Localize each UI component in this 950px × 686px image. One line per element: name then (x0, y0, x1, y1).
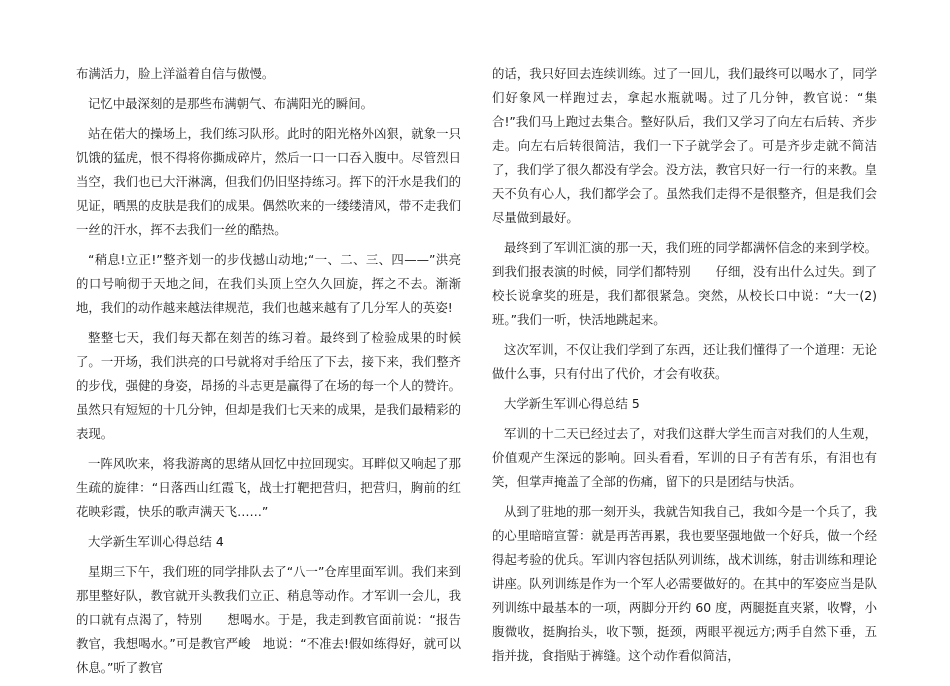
paragraph: 这次军训，不仅让我们学到了东西，还让我们懂得了一个道理：无论做什么事，只有付出了代价，才会有收获。 (492, 342, 877, 381)
paragraph: 从到了驻地的那一刻开头，我就告知我自己，我如今是一个兵了，我的心里暗暗宣誓：就是再苦再累，我也要坚强地做一个好兵，做一个经得起考验的优兵。军训内容包括队列训练，战术训练，射击训练和理论讲座。队列训练是作为一个军人必需要做好的。在其中的军姿应当是队列训练中最基本的一项，两脚分开约 60 度，两腿挺直夹紧，收臀，小腹微收，挺胸抬头，收下颚，挺颈，两眼平视远方;两手自然下垂，五指并拢，食指贴于裤缝。这个动作看似简洁， (492, 504, 877, 663)
paragraph: 最终到了军训汇演的那一天，我们班的同学都满怀信念的来到学校。到我们报表演的时候，同学们都特别 仔细，没有出什么过失。到了校长说拿奖的班是，我们都很紧急。突然，从校长口中说：“大一(2)班。”我们一听，快活地跳起来。 (492, 240, 877, 327)
paragraph: “稍息!立正!”整齐划一的步伐撼山动地;“一、二、三、四——”洪亮的口号响彻于天地之间，在我们头顶上空久久回旋，挥之不去。渐渐地，我们的动作越来越法律规范，我们也越来越有了几分军人的英姿! (76, 252, 461, 315)
section-heading: 大学新生军训心得总结 4 (88, 534, 224, 549)
paragraph: 站在偌大的操场上，我们练习队形。此时的阳光格外凶狠，就象一只饥饿的猛虎，恨不得将你撕成碎片，然后一口一口吞入腹中。尽管烈日当空，我们也已大汗淋漓，但我们仍旧坚持练习。挥下的汗水是我们的见证，晒黑的皮肤是我们的成果。偶然吹来的一缕缕清风，带不走我们一丝的汗水，挥不去我们一丝的酷热。 (76, 126, 461, 237)
left-column (76, 62, 461, 686)
paragraph: 记忆中最深刻的是那些布满朝气、布满阳光的瞬间。 (88, 96, 373, 111)
paragraph: 星期三下午，我们班的同学排队去了“八一”仓库里面军训。我们来到那里整好队，教官就开头教我们立正、稍息等动作。才军训一会儿，我的口就有点渴了，特别 想喝水。于是，我走到教官面前说：“报告教官，我想喝水。”可是教官严峻 地说：“不准去!假如练得好，就可以休息。”听了教官 (76, 564, 461, 675)
right-column (492, 62, 877, 674)
paragraph: 布满活力，脸上洋溢着自信与傲慢。 (76, 66, 275, 81)
paragraph: 整整七天，我们每天都在刻苦的练习着。最终到了检验成果的时候了。一开场，我们洪亮的口号就将对手给压了下去，接下来，我们整齐的步伐，强健的身姿，昂扬的斗志更是赢得了在场的每一个人的赞许。虽然只有短短的十几分钟，但却是我们七天来的成果，是我们最精彩的表现。 (76, 330, 461, 441)
paragraph: 一阵风吹来，将我游离的思绪从回忆中拉回现实。耳畔似又响起了那生疏的旋律：“日落西山红霞飞，战士打靶把营归，把营归，胸前的红花映彩霞，快乐的歌声满天飞……” (76, 456, 461, 519)
paragraph: 军训的十二天已经过去了，对我们这群大学生而言对我们的人生观，价值观产生深远的影响。回头看看，军训的日子有苦有乐，有泪也有笑，但掌声掩盖了全部的伤痛，留下的只是团结与快活。 (492, 426, 877, 489)
section-heading: 大学新生军训心得总结 5 (504, 396, 640, 411)
paragraph: 的话，我只好回去连续训练。过了一回儿，我们最终可以喝水了，同学们好象风一样跑过去，拿起水瓶就喝。过了几分钟，教官说：“集合!”我们马上跑过去集合。整好队后，我们又学习了向左右后转、齐步走。向左右后转很简洁，我们一下子就学会了。可是齐步走就不简洁了，我们学了很久都没有学会。没方法，教官只好一行一行的来教。皇天不负有心人，我们都学会了。虽然我们走得不是很整齐，但是我们会尽量做到最好。 (492, 66, 877, 225)
